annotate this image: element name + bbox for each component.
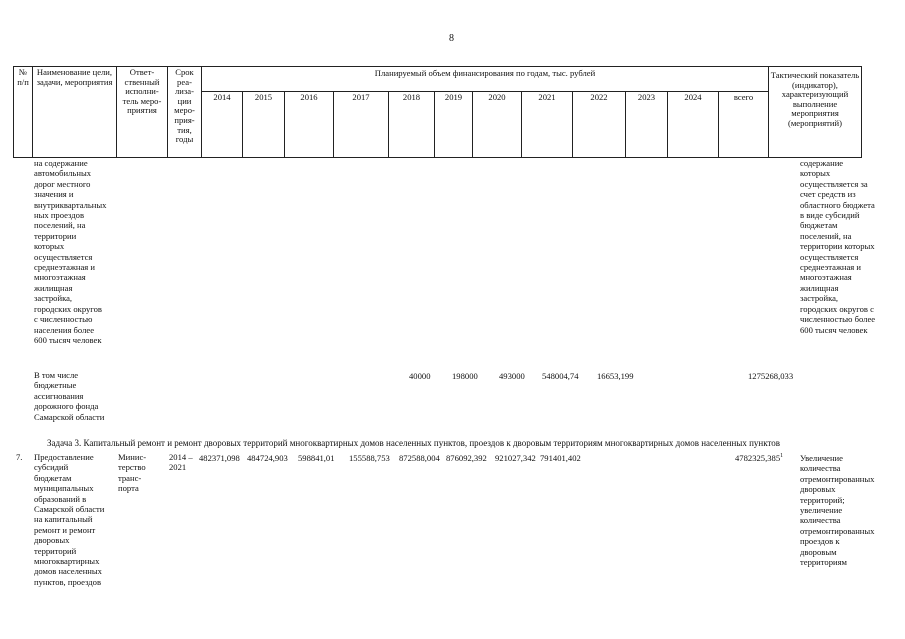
header-year: 2023 (626, 92, 668, 158)
header-year: 2016 (285, 92, 334, 158)
cont-row-indicator: содержание которых осуществляется за счет средств из областного бюджета в виде субсидий бюджетам поселений, на территории которых осуществляется среднеэтажная и многоэтажная жилищная застройка, городских округов с численностью более 600 тысяч человек (800, 158, 876, 335)
header-year: 2018 (389, 92, 435, 158)
road-fund-2022: 16653,199 (597, 371, 634, 381)
row7-indicator: Увеличение количества отремонтированных дворовых территорий; увеличение количества отремонтированных проездов к дворовым территориям (800, 453, 875, 568)
header-year: 2024 (668, 92, 719, 158)
header-year: 2022 (573, 92, 626, 158)
header-year: 2020 (473, 92, 522, 158)
funding-table-header (13, 66, 862, 158)
row7-2015: 484724,903 (247, 453, 288, 463)
road-fund-2020: 493000 (499, 371, 525, 381)
row7-2019: 876092,392 (446, 453, 487, 463)
row7-executor: Минис- терство транс- порта (118, 452, 147, 494)
row7-2021: 791401,402 (540, 453, 581, 463)
row7-2016: 598841,01 (298, 453, 335, 463)
road-fund-2019: 198000 (452, 371, 478, 381)
header-year: 2017 (334, 92, 389, 158)
header-year: 2014 (202, 92, 243, 158)
cont-row-name: на содержание автомобильных дорог местного значения и внутриквартальных ных проездов поселений, на территории которых осуществляется среднеэтажная и многоэтажная жилищная застройка, городских округов с численностью населения более 600 тысяч человек (34, 158, 107, 345)
row7-total: 4782325,385$^1$ (735, 453, 784, 463)
page-number: 8 (449, 33, 454, 44)
row7-term: 2014 – 2021 (169, 452, 193, 473)
header-term: Срок реа-лиза-ции меро-прия-тия, годы (168, 67, 202, 158)
header-year-total: всего (719, 92, 769, 158)
header-year: 2019 (435, 92, 473, 158)
road-fund-total: 1275268,033 (748, 371, 794, 381)
row7-number: 7. (16, 452, 23, 462)
row7-name: Предоставление субсидий бюджетам муниципальных образований в Самарской области на капитальный ремонт и ремонт дворовых территорий многоквартирных домов населенных пунктов, проездов (34, 452, 105, 587)
row7-2020: 921027,342 (495, 453, 536, 463)
header-executor: Ответ-ственный исполни-тель меро-приятия (117, 67, 168, 158)
header-name: Наименование цели, задачи, мероприятия (33, 67, 117, 158)
road-fund-2021: 548004,74 (542, 371, 579, 381)
header-indicator: Тактический показатель (индикатор), характеризующий выполнение мероприятия (мероприятий) (769, 67, 862, 158)
header-no: № п/п (14, 67, 33, 158)
row7-2014: 482371,098 (199, 453, 240, 463)
task-3-heading: Задача 3. Капитальный ремонт и ремонт дворовых территорий многоквартирных домов населенных пунктов, проездов к дворовым территориям многоквартирных домов населенных пунктов (47, 438, 781, 448)
road-fund-name: В том числе бюджетные ассигнования дорожного фонда Самарской области (34, 370, 105, 422)
road-fund-2018: 40000 (409, 371, 431, 381)
header-year: 2015 (243, 92, 285, 158)
header-funding-title: Планируемый объем финансирования по годам, тыс. рублей (202, 67, 769, 92)
row7-2018: 872588,004 (399, 453, 440, 463)
row7-2017: 155588,753 (349, 453, 390, 463)
header-year: 2021 (522, 92, 573, 158)
